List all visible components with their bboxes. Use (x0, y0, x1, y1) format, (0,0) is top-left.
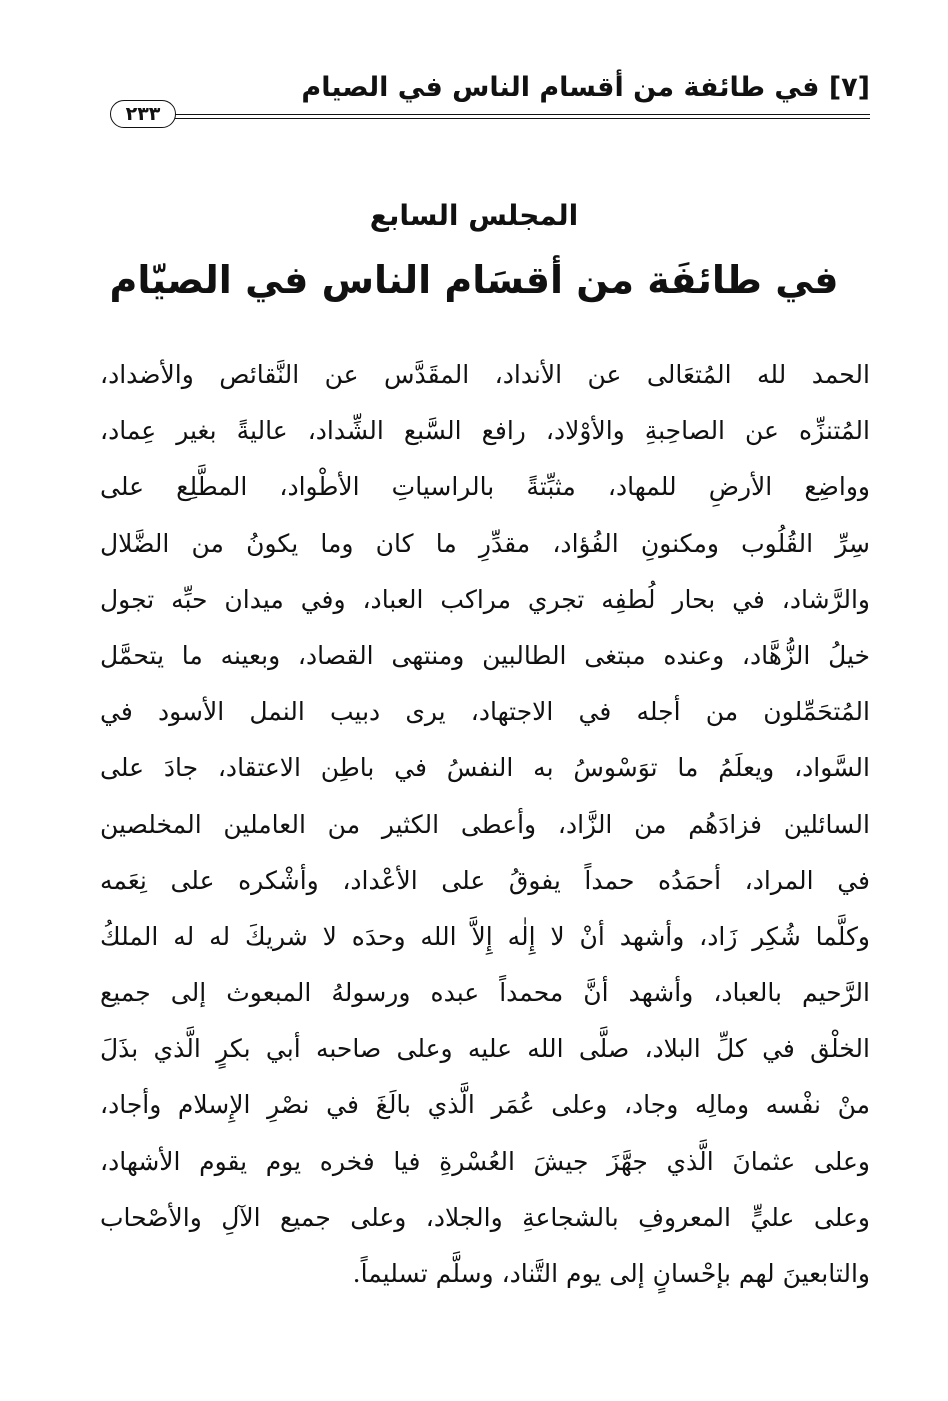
chapter-title: في طائفَة من أقسَام الناس في الصيّام (109, 258, 839, 302)
body-line: السَّواد، ويعلَمُ ما توَسْوسُ به النفسُ في باطِن الاعتقاد، جادَ على (100, 753, 870, 783)
body-line: وكلَّما شُكِر زَاد، وأشهد أنْ لا إِلٰه إِلاَّ الله وحدَه لا شريكَ له له الملكُ (100, 921, 870, 951)
body-line: وعلى عثمانَ الَّذي جهَّزَ جيشَ العُسْرةِ فيا فخره يوم يقوم الأشهاد، (100, 1146, 870, 1176)
body-line: والرَّشاد، في بحار لُطفِه تجري مراكب العباد، وفي ميدان حبِّه تجول (100, 584, 870, 614)
body-line: منْ نفْسه ومالِه وجاد، وعلى عُمَر الَّذي بالَغَ في نصْرِ الإِسلام وأجاد، (100, 1090, 870, 1120)
header-title: [٧] في طائفة من أقسام الناس في الصيام (301, 72, 870, 103)
body-text (100, 347, 870, 1302)
body-line: المُتحَمِّلون من أجله في الاجتهاد، يرى دبيب النمل الأسود في (100, 697, 870, 727)
body-line: خيلُ الزُّهَّاد، وعنده مبتغى الطالبين ومنتهى القصاد، وبعينه ما يتحمَّل (100, 640, 870, 670)
header-rule (166, 114, 870, 119)
body-line: السائلين فزادَهُم من الزَّاد، وأعطى الكثير من العاملين المخلصين (100, 809, 870, 839)
running-header (110, 70, 870, 126)
body-line: الخلْق في كلِّ البلاد، صلَّى الله عليه وعلى صاحبه أبي بكرٍ الَّذي بذَلَ (100, 1034, 870, 1064)
chapter-label: المجلس السابع (369, 199, 579, 232)
body-line: في المراد، أحمَدُه حمداً يفوقُ على الأعْداد، وأشْكره على نِعَمه (100, 865, 870, 895)
body-line: سِرِّ القُلُوب ومكنونِ الفُؤاد، مقدِّرِ ما كان وما يكونُ من الضَّلال (100, 528, 870, 558)
body-line: وواضِع الأرضِ للمهاد، مثبِّتةً بالراسياتِ الأطْواد، المطَّلِع على (100, 472, 870, 502)
body-line: وعلى عليٍّ المعروفِ بالشجاعةِ والجلاد، وعلى جميع الآلِ والأصْحاب (100, 1202, 870, 1232)
body-line: والتابعينَ لهم بإحْسانٍ إلى يوم التَّناد، وسلَّم تسليماً. (352, 1259, 870, 1288)
page-number: ٢٣٣ (110, 100, 176, 128)
body-line: المُتنزِّه عن الصاحِبةِ والأوْلاد، رافع السَّبع الشِّداد، عاليةً بغير عِماد، (100, 416, 870, 446)
body-line: الحمد لله المُتعَالى عن الأنداد، المقَدَّس عن النَّقائص والأضداد، (100, 360, 870, 389)
body-line: الرَّحيم بالعباد، وأشهد أنَّ محمداً عبده ورسولهُ المبعوث إلى جميع (100, 978, 870, 1008)
